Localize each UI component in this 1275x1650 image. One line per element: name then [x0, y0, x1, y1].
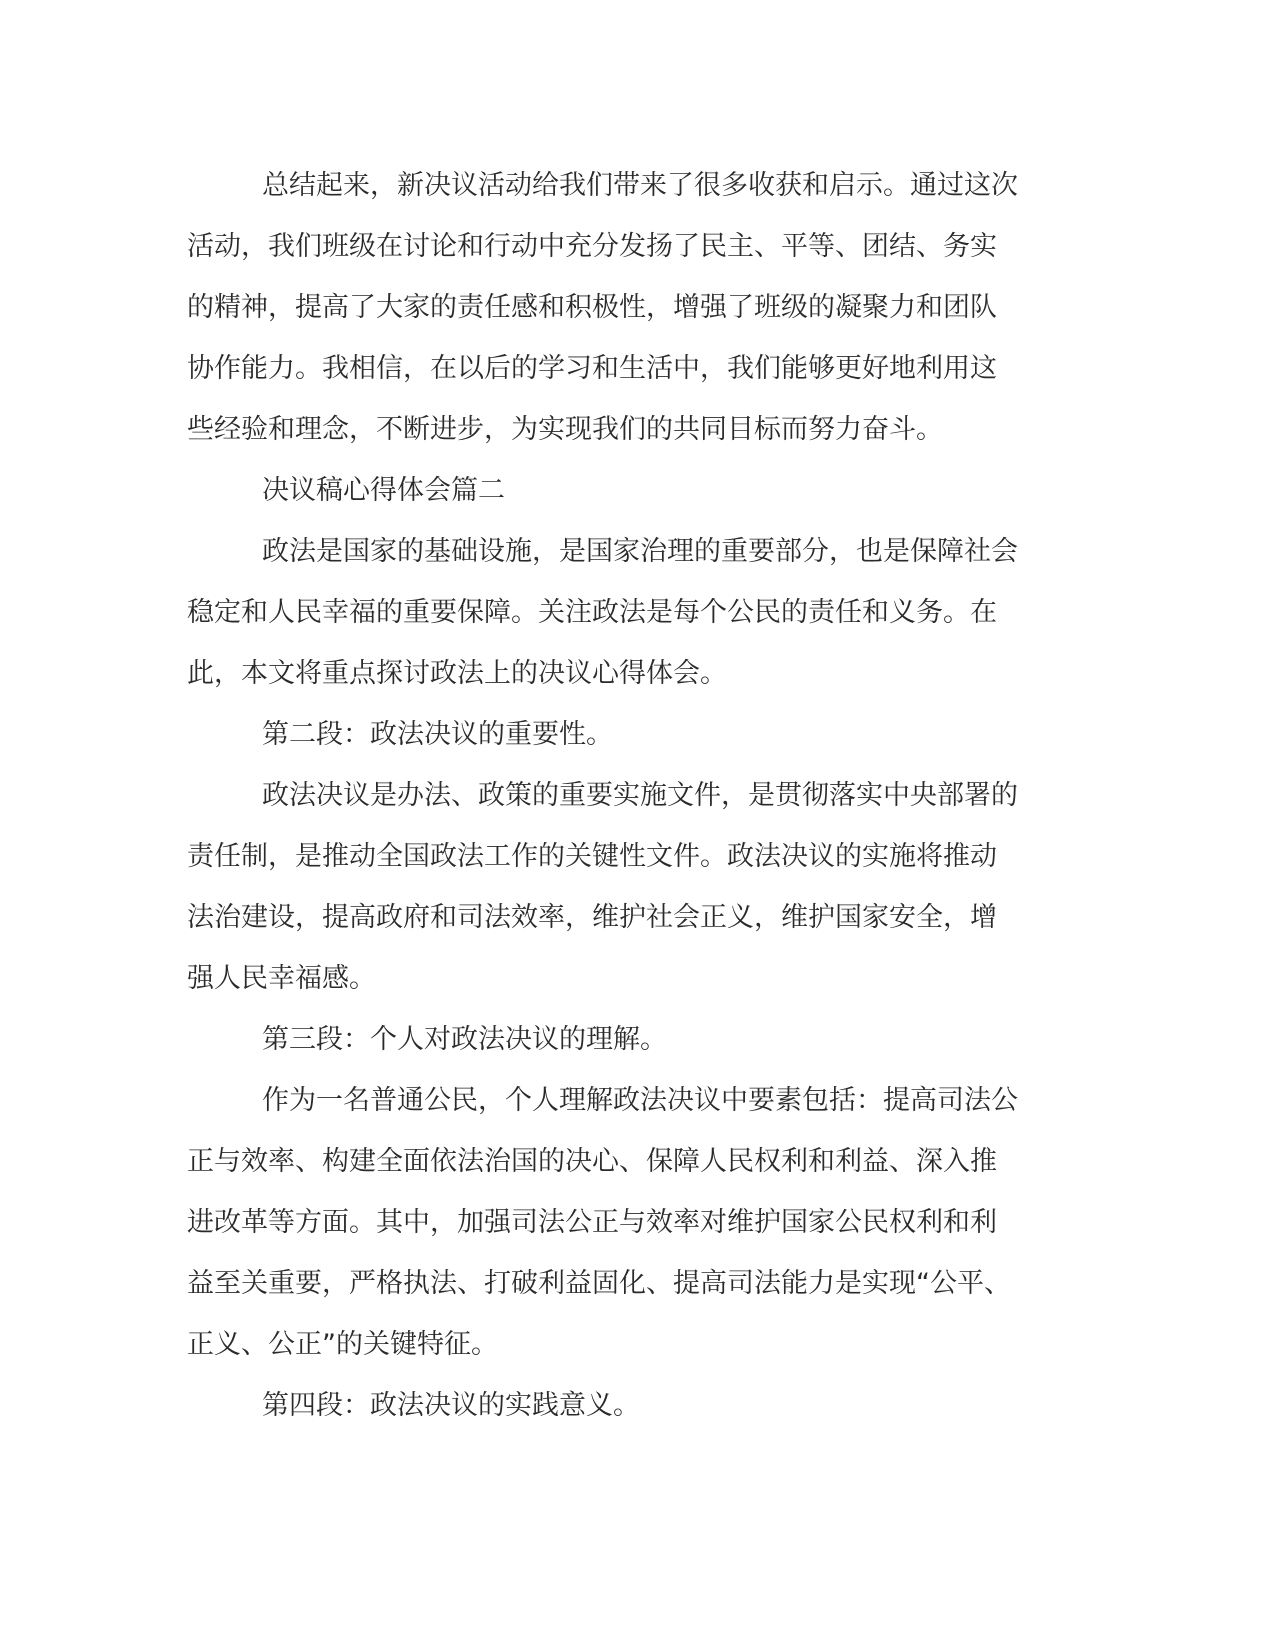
document-body — [187, 155, 1067, 1436]
text-line: 法治建设，提高政府和司法效率，维护社会正义，维护国家安全，增 — [187, 902, 997, 933]
text-line: 活动，我们班级在讨论和行动中充分发扬了民主、平等、团结、务实 — [187, 231, 997, 262]
paragraph — [187, 765, 1067, 1009]
text-line: 政法决议是办法、政策的重要实施文件，是贯彻落实中央部署的 — [262, 780, 1018, 811]
section-heading: 第二段：政法决议的重要性。 — [262, 719, 613, 750]
text-line: 正与效率、构建全面依法治国的决心、保障人民权利和利益、深入推 — [187, 1146, 997, 1177]
section-heading: 第四段：政法决议的实践意义。 — [262, 1390, 640, 1421]
section-heading: 第三段：个人对政法决议的理解。 — [262, 1024, 667, 1055]
paragraph — [187, 521, 1067, 704]
text-line: 益至关重要，严格执法、打破利益固化、提高司法能力是实现“公平、 — [187, 1268, 1011, 1299]
section-title: 决议稿心得体会篇二 — [262, 475, 505, 506]
paragraph — [187, 155, 1067, 460]
text-line: 协作能力。我相信，在以后的学习和生活中，我们能够更好地利用这 — [187, 353, 997, 384]
text-line: 的精神，提高了大家的责任感和积极性，增强了班级的凝聚力和团队 — [187, 292, 997, 323]
text-line: 责任制，是推动全国政法工作的关键性文件。政法决议的实施将推动 — [187, 841, 997, 872]
text-line: 此，本文将重点探讨政法上的决议心得体会。 — [187, 658, 727, 689]
text-line: 稳定和人民幸福的重要保障。关注政法是每个公民的责任和义务。在 — [187, 597, 997, 628]
text-line: 总结起来，新决议活动给我们带来了很多收获和启示。通过这次 — [262, 170, 1018, 201]
text-line: 进改革等方面。其中，加强司法公正与效率对维护国家公民权利和利 — [187, 1207, 997, 1238]
text-line: 正义、公正”的关键特征。 — [187, 1329, 498, 1360]
text-line: 强人民幸福感。 — [187, 963, 376, 994]
paragraph — [187, 1070, 1067, 1375]
text-line: 作为一名普通公民，个人理解政法决议中要素包括：提高司法公 — [262, 1085, 1018, 1116]
text-line: 些经验和理念，不断进步，为实现我们的共同目标而努力奋斗。 — [187, 414, 943, 445]
text-line: 政法是国家的基础设施，是国家治理的重要部分，也是保障社会 — [262, 536, 1018, 567]
